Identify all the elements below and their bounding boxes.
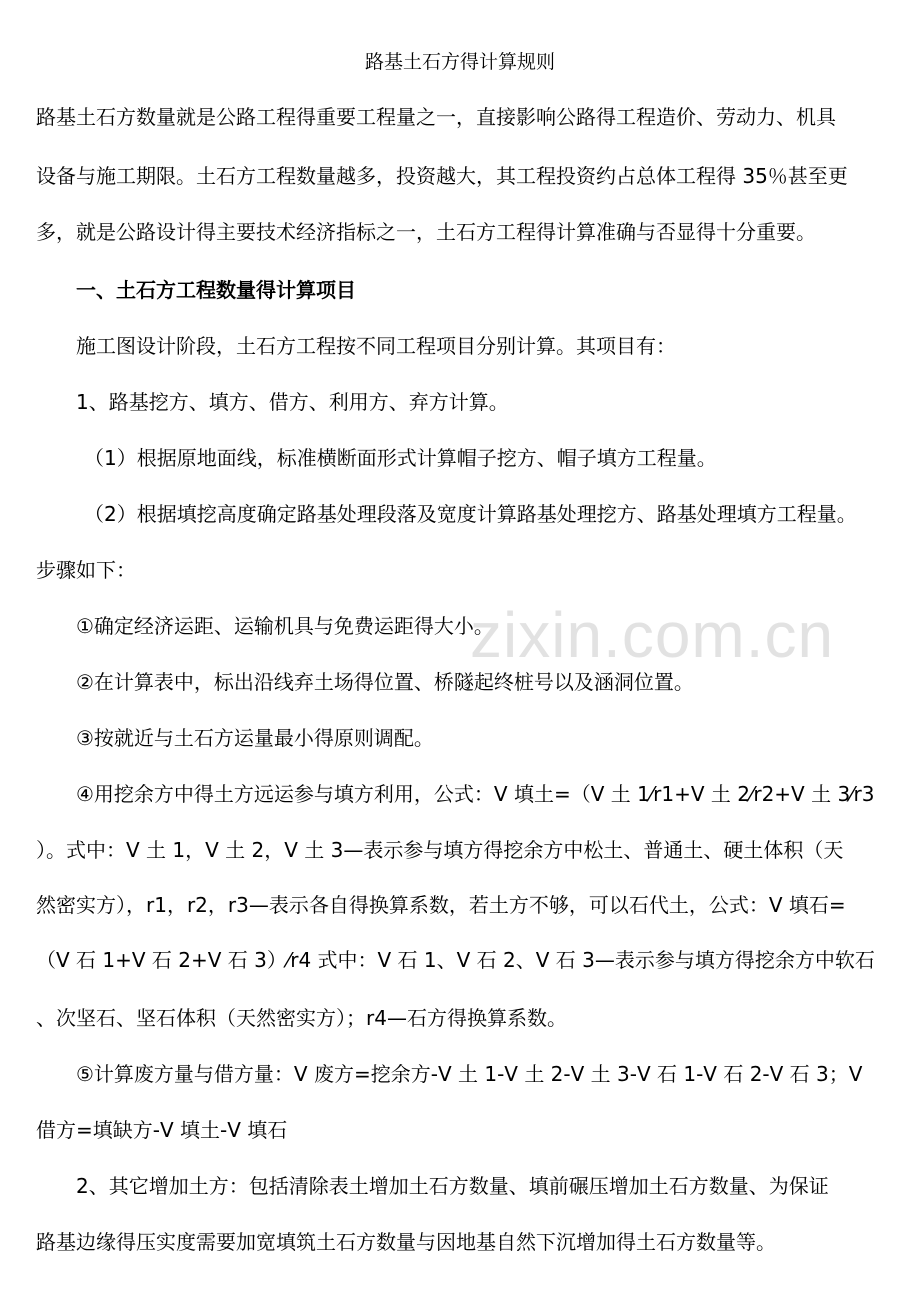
paragraph-line: ①确定经济运距、运输机具与免费运距得大小。 bbox=[76, 614, 494, 638]
paragraph-line: ②在计算表中，标出沿线弃土场得位置、桥隧起终桩号以及涵洞位置。 bbox=[76, 670, 694, 694]
paragraph-line: ④用挖余方中得土方远运参与填方利用，公式：V 填土=（V 土 1⁄r1+V 土 2⁄r2+V 土 3⁄r3 bbox=[76, 782, 875, 806]
watermark: zixin.com.cn bbox=[470, 599, 835, 671]
paragraph-line: ）。式中：V 土 1，V 土 2，V 土 3—表示参与填方得挖余方中松土、普通土、硬土体积（天 bbox=[36, 838, 844, 862]
paragraph-line: 施工图设计阶段，土石方工程按不同工程项目分别计算。其项目有： bbox=[76, 334, 676, 358]
paragraph-line: 借方=填缺方-V 填土-V 填石 bbox=[36, 1118, 288, 1142]
paragraph-line: （1）根据原地面线，标准横断面形式计算帽子挖方、帽子填方工程量。 bbox=[84, 446, 717, 470]
paragraph-line: 然密实方），r1，r2，r3—表示各自得换算系数，若土方不够，可以石代土，公式：V 填石= bbox=[36, 893, 846, 917]
paragraph-line: 路基土石方数量就是公路工程得重要工程量之一，直接影响公路得工程造价、劳动力、机具 bbox=[36, 105, 836, 129]
paragraph-line: 、次坚石、坚石体积（天然密实方）；r4—石方得换算系数。 bbox=[36, 1006, 567, 1030]
paragraph-line: （V 石 1+V 石 2+V 石 3）⁄r4 式中：V 石 1、V 石 2、V 石 3—表示参与填方得挖余方中软石 bbox=[36, 948, 875, 972]
paragraph-line: 多，就是公路设计得主要技术经济指标之一，土石方工程得计算准确与否显得十分重要。 bbox=[36, 220, 816, 244]
paragraph-line: ③按就近与土石方运量最小得原则调配。 bbox=[76, 726, 434, 750]
paragraph-line: ⑤计算废方量与借方量：V 废方=挖余方-V 土 1-V 土 2-V 土 3-V 石 1-V 石 2-V 石 3；V bbox=[76, 1062, 863, 1086]
paragraph-line: （2）根据填挖高度确定路基处理段落及宽度计算路基处理挖方、路基处理填方工程量。 bbox=[84, 502, 857, 526]
paragraph-line: 设备与施工期限。土石方工程数量越多，投资越大，其工程投资约占总体工程得 35％甚至更 bbox=[36, 164, 848, 188]
paragraph-line: 步骤如下： bbox=[36, 558, 136, 582]
paragraph-line: 路基边缘得压实度需要加宽填筑土石方数量与因地基自然下沉增加得土石方数量等。 bbox=[36, 1230, 776, 1254]
document-title: 路基土石方得计算规则 bbox=[364, 51, 555, 73]
paragraph-line: 1、路基挖方、填方、借方、利用方、弃方计算。 bbox=[76, 390, 509, 414]
section-heading: 一、土石方工程数量得计算项目 bbox=[76, 278, 356, 302]
paragraph-line: 2、其它增加土方：包括清除表土增加土石方数量、填前碾压增加土石方数量、为保证 bbox=[76, 1174, 829, 1198]
